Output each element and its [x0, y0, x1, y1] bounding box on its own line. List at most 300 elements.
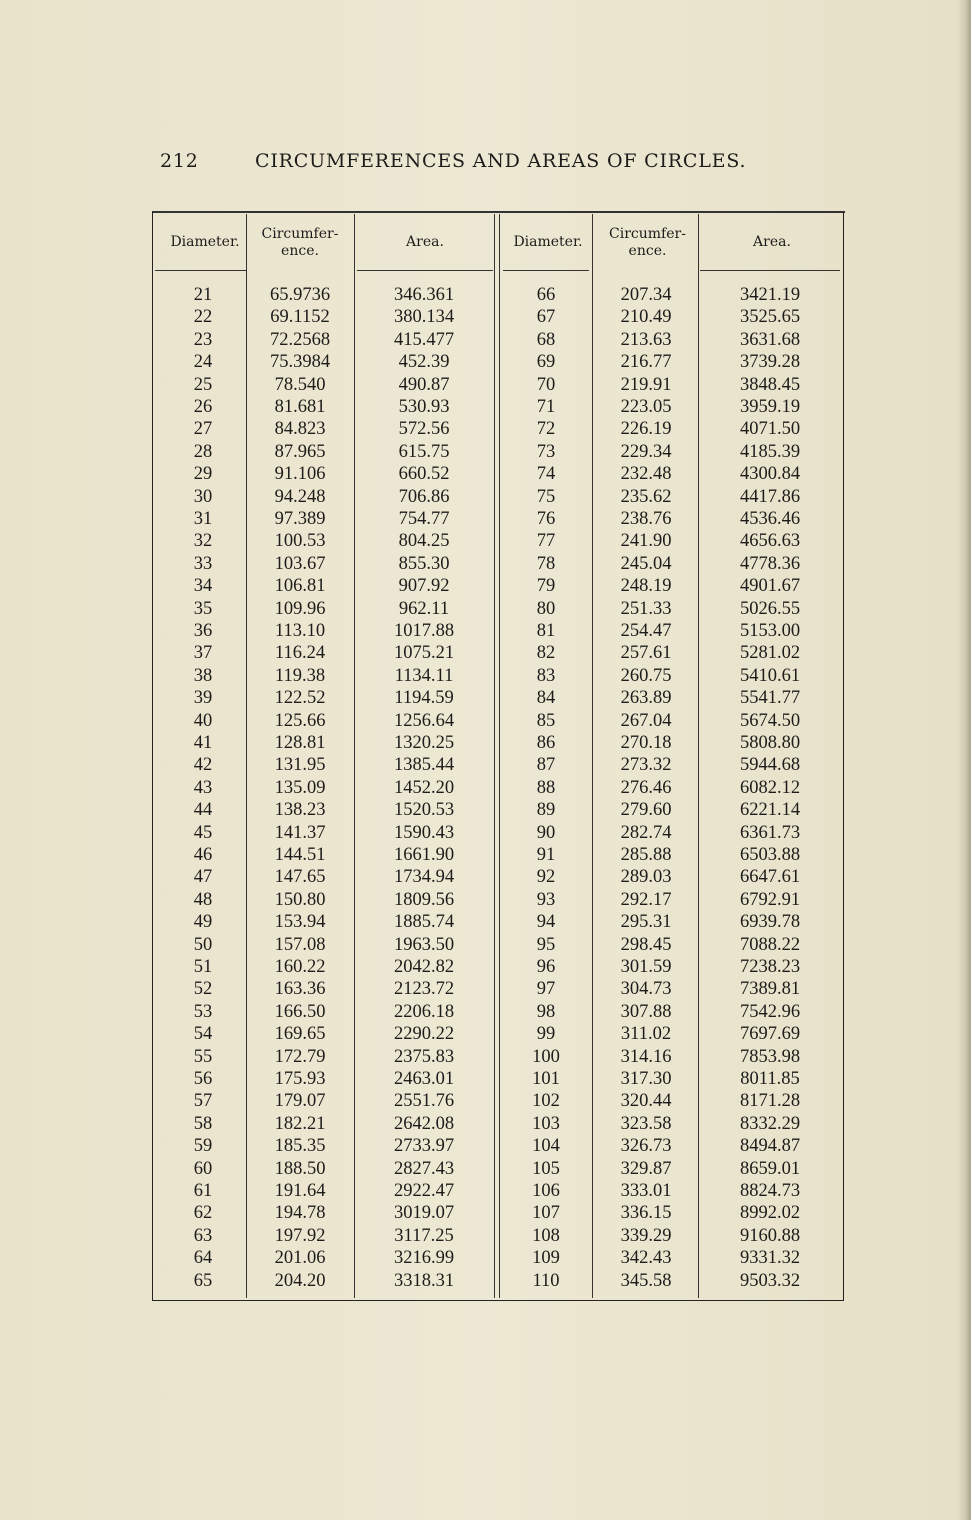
- table-row: [0, 1247, 971, 1270]
- cell-area-right: 8824.73: [739, 1181, 801, 1201]
- cell-area-right: 5281.02: [739, 643, 801, 664]
- cell-diameter-left: 37: [193, 643, 213, 664]
- table-row: [0, 1023, 971, 1046]
- cell-circumference-left: 188.50: [274, 1158, 326, 1179]
- table-row: [0, 777, 971, 800]
- cell-area-right: 8171.28: [739, 1091, 801, 1112]
- cell-circumference-left: 150.80: [274, 889, 326, 910]
- cell-circumference-left: 179.07: [274, 1091, 326, 1112]
- cell-diameter-left: 40: [193, 710, 213, 731]
- cell-diameter-left: 54: [193, 1024, 213, 1045]
- cell-area-right: 5944.68: [739, 755, 801, 776]
- table-row: [0, 1158, 971, 1181]
- cell-area-left: 706.86: [398, 486, 450, 507]
- cell-area-left: 1017.88: [393, 621, 455, 641]
- cell-diameter-right: 97: [536, 979, 556, 1000]
- cell-circumference-left: 175.93: [274, 1069, 326, 1089]
- cell-circumference-left: 69.1152: [270, 307, 330, 328]
- cell-diameter-left: 51: [193, 957, 213, 977]
- cell-diameter-left: 55: [193, 1046, 213, 1067]
- cell-diameter-right: 81: [536, 621, 556, 641]
- table-row: [0, 1135, 971, 1158]
- cell-circumference-right: 282.74: [620, 822, 672, 843]
- cell-diameter-right: 72: [536, 419, 556, 440]
- cell-area-right: 6082.12: [739, 777, 801, 798]
- cell-diameter-left: 39: [193, 688, 213, 709]
- cell-circumference-right: 279.60: [620, 800, 672, 821]
- cell-circumference-right: 270.18: [620, 733, 672, 753]
- cell-area-left: 2551.76: [393, 1091, 455, 1112]
- col-header-area-left: Area.: [406, 234, 444, 250]
- cell-area-right: 7697.69: [739, 1024, 801, 1045]
- cell-area-right: 4901.67: [739, 576, 801, 597]
- cell-circumference-right: 263.89: [620, 688, 672, 709]
- cell-diameter-right: 75: [536, 486, 556, 507]
- cell-circumference-left: 91.106: [274, 464, 326, 485]
- table-row: [0, 710, 971, 733]
- cell-diameter-left: 23: [193, 329, 213, 350]
- cell-circumference-left: 147.65: [274, 867, 326, 888]
- cell-area-left: 1734.94: [393, 867, 455, 888]
- header-rule: [357, 270, 493, 271]
- cell-diameter-right: 95: [536, 934, 556, 955]
- cell-area-right: 8494.87: [739, 1136, 801, 1157]
- cell-area-right: 6361.73: [739, 822, 801, 843]
- cell-circumference-left: 166.50: [274, 1001, 326, 1022]
- cell-diameter-left: 26: [193, 397, 213, 417]
- cell-circumference-right: 317.30: [620, 1069, 672, 1089]
- table-row: [0, 844, 971, 867]
- cell-area-left: 2733.97: [393, 1136, 455, 1157]
- cell-diameter-right: 102: [532, 1091, 560, 1112]
- cell-area-left: 1452.20: [393, 777, 455, 798]
- cell-circumference-left: 125.66: [274, 710, 326, 731]
- cell-diameter-left: 38: [193, 665, 213, 686]
- cell-area-left: 452.39: [398, 352, 450, 373]
- cell-area-right: 4185.39: [739, 441, 801, 462]
- table-row: [0, 553, 971, 576]
- cell-diameter-left: 52: [193, 979, 213, 1000]
- cell-circumference-left: 65.9736: [269, 285, 331, 305]
- cell-circumference-left: 141.37: [274, 822, 326, 843]
- table-row: [0, 418, 971, 441]
- cell-diameter-right: 90: [536, 822, 556, 843]
- table-row: [0, 575, 971, 598]
- cell-area-right: 6647.61: [739, 867, 801, 888]
- table-row: [0, 620, 971, 643]
- cell-area-right: 6792.91: [739, 889, 801, 910]
- cell-area-left: 2827.43: [393, 1158, 455, 1179]
- table-row: [0, 284, 971, 307]
- cell-diameter-left: 64: [193, 1248, 213, 1269]
- cell-area-right: 3421.19: [739, 285, 801, 305]
- table-row: [0, 1090, 971, 1113]
- cell-area-right: 5674.50: [739, 710, 801, 731]
- cell-area-left: 1385.44: [393, 755, 455, 776]
- cell-diameter-left: 32: [193, 531, 213, 552]
- cell-diameter-right: 79: [536, 576, 556, 597]
- cell-diameter-right: 80: [536, 598, 556, 619]
- cell-diameter-right: 87: [536, 755, 556, 776]
- cell-diameter-left: 28: [193, 441, 213, 462]
- cell-diameter-left: 59: [193, 1136, 213, 1157]
- cell-diameter-right: 101: [532, 1069, 560, 1089]
- table-row: [0, 665, 971, 688]
- cell-diameter-right: 94: [536, 912, 556, 933]
- cell-area-right: 3959.19: [739, 397, 801, 417]
- col-header-circumference-right-text: Circumfer- ence.: [609, 226, 686, 259]
- header-rule: [700, 270, 840, 271]
- cell-circumference-right: 301.59: [620, 957, 672, 977]
- cell-area-right: 3848.45: [739, 374, 801, 395]
- cell-circumference-left: 204.20: [274, 1270, 326, 1291]
- table-row: [0, 1180, 971, 1203]
- cell-area-left: 754.77: [398, 509, 450, 529]
- cell-area-right: 6939.78: [739, 912, 801, 933]
- cell-area-right: 5153.00: [739, 621, 801, 641]
- cell-circumference-right: 304.73: [620, 979, 672, 1000]
- page-number: 212: [160, 150, 199, 172]
- cell-area-left: 2042.82: [393, 957, 455, 977]
- cell-diameter-left: 43: [193, 777, 213, 798]
- cell-circumference-left: 194.78: [274, 1203, 326, 1224]
- cell-diameter-right: 96: [536, 957, 556, 977]
- cell-circumference-left: 172.79: [274, 1046, 326, 1067]
- cell-circumference-left: 81.681: [274, 397, 326, 417]
- cell-area-right: 9331.32: [739, 1248, 801, 1269]
- cell-diameter-right: 98: [536, 1001, 556, 1022]
- cell-diameter-right: 84: [536, 688, 556, 709]
- cell-circumference-left: 138.23: [274, 800, 326, 821]
- cell-diameter-left: 45: [193, 822, 213, 843]
- table-row: [0, 687, 971, 710]
- cell-diameter-right: 100: [532, 1046, 560, 1067]
- cell-circumference-right: 285.88: [620, 845, 672, 865]
- table-row: [0, 351, 971, 374]
- cell-area-right: 5541.77: [739, 688, 801, 709]
- cell-area-left: 1520.53: [393, 800, 455, 821]
- cell-diameter-right: 78: [536, 553, 556, 574]
- cell-diameter-right: 74: [536, 464, 556, 485]
- cell-area-left: 2206.18: [393, 1001, 455, 1022]
- cell-diameter-left: 29: [193, 464, 213, 485]
- cell-circumference-right: 273.32: [620, 755, 672, 776]
- cell-diameter-right: 85: [536, 710, 556, 731]
- cell-area-left: 415.477: [393, 329, 455, 350]
- cell-circumference-left: 169.65: [274, 1024, 326, 1045]
- cell-area-left: 530.93: [398, 397, 450, 417]
- cell-circumference-left: 75.3984: [269, 352, 331, 373]
- cell-circumference-right: 254.47: [620, 621, 672, 641]
- cell-circumference-left: 119.38: [274, 665, 326, 686]
- cell-circumference-right: 292.17: [620, 889, 672, 910]
- cell-area-left: 490.87: [398, 374, 450, 395]
- cell-diameter-left: 49: [193, 912, 213, 933]
- cell-area-left: 962.11: [398, 598, 450, 619]
- cell-circumference-left: 144.51: [274, 845, 326, 865]
- table-row: [0, 374, 971, 397]
- cell-circumference-right: 260.75: [620, 665, 672, 686]
- cell-area-right: 4300.84: [739, 464, 801, 485]
- table-row: [0, 642, 971, 665]
- cell-area-left: 346.361: [393, 285, 455, 305]
- cell-area-left: 2642.08: [393, 1113, 455, 1134]
- cell-area-left: 1256.64: [393, 710, 455, 731]
- cell-area-left: 2922.47: [393, 1181, 455, 1201]
- cell-diameter-left: 42: [193, 755, 213, 776]
- cell-area-left: 907.92: [398, 576, 450, 597]
- cell-diameter-right: 104: [532, 1136, 560, 1157]
- table-row: [0, 934, 971, 957]
- cell-circumference-left: 103.67: [274, 553, 326, 574]
- table-row: [0, 889, 971, 912]
- cell-circumference-right: 339.29: [620, 1225, 672, 1246]
- cell-circumference-right: 311.02: [620, 1024, 672, 1045]
- cell-diameter-right: 103: [532, 1113, 560, 1134]
- cell-circumference-left: 201.06: [274, 1248, 326, 1269]
- table-row: [0, 1270, 971, 1293]
- cell-circumference-right: 210.49: [620, 307, 672, 328]
- cell-area-left: 1809.56: [393, 889, 455, 910]
- table-row: [0, 799, 971, 822]
- cell-circumference-left: 182.21: [274, 1113, 326, 1134]
- cell-area-right: 5808.80: [739, 733, 801, 753]
- cell-area-right: 7238.23: [739, 957, 801, 977]
- cell-circumference-right: 245.04: [620, 553, 672, 574]
- cell-diameter-left: 50: [193, 934, 213, 955]
- cell-diameter-left: 60: [193, 1158, 213, 1179]
- cell-circumference-right: 295.31: [620, 912, 672, 933]
- cell-diameter-left: 41: [193, 733, 213, 753]
- cell-circumference-left: 131.95: [274, 755, 326, 776]
- col-header-circumference-left: [250, 226, 350, 260]
- cell-circumference-left: 109.96: [274, 598, 326, 619]
- page-title: CIRCUMFERENCES AND AREAS OF CIRCLES.: [255, 150, 747, 172]
- table-row: [0, 598, 971, 621]
- cell-diameter-left: 62: [193, 1203, 213, 1224]
- cell-diameter-left: 57: [193, 1091, 213, 1112]
- cell-area-right: 4536.46: [739, 509, 801, 529]
- table-row: [0, 486, 971, 509]
- cell-circumference-left: 128.81: [274, 733, 326, 753]
- table-row: [0, 508, 971, 531]
- cell-diameter-right: 73: [536, 441, 556, 462]
- cell-area-right: 8011.85: [740, 1069, 800, 1089]
- cell-area-left: 1194.59: [394, 688, 454, 709]
- page-header: [160, 150, 800, 176]
- cell-diameter-right: 107: [532, 1203, 560, 1224]
- cell-area-left: 3019.07: [393, 1203, 455, 1224]
- cell-diameter-left: 25: [193, 374, 213, 395]
- cell-diameter-left: 63: [193, 1225, 213, 1246]
- cell-circumference-right: 289.03: [620, 867, 672, 888]
- cell-circumference-right: 251.33: [620, 598, 672, 619]
- cell-area-right: 7542.96: [739, 1001, 801, 1022]
- cell-circumference-right: 345.58: [620, 1270, 672, 1291]
- cell-diameter-left: 61: [193, 1181, 213, 1201]
- cell-diameter-left: 34: [193, 576, 213, 597]
- cell-diameter-right: 88: [536, 777, 556, 798]
- cell-area-right: 8332.29: [739, 1113, 801, 1134]
- table-row: [0, 956, 971, 979]
- header-rule: [503, 270, 589, 271]
- cell-circumference-left: 191.64: [274, 1181, 326, 1201]
- cell-circumference-left: 135.09: [274, 777, 326, 798]
- cell-circumference-right: 223.05: [620, 397, 672, 417]
- table-row: [0, 530, 971, 553]
- cell-area-left: 1661.90: [393, 845, 455, 865]
- cell-area-right: 8992.02: [739, 1203, 801, 1224]
- cell-diameter-left: 47: [193, 867, 213, 888]
- cell-circumference-left: 94.248: [274, 486, 326, 507]
- cell-diameter-right: 82: [536, 643, 556, 664]
- cell-diameter-right: 106: [532, 1181, 560, 1201]
- cell-area-left: 380.134: [393, 307, 455, 328]
- cell-diameter-right: 110: [532, 1270, 560, 1291]
- cell-circumference-right: 241.90: [620, 531, 672, 552]
- cell-diameter-left: 65: [193, 1270, 213, 1291]
- cell-diameter-left: 56: [193, 1069, 213, 1089]
- cell-diameter-right: 76: [536, 509, 556, 529]
- cell-area-right: 7853.98: [739, 1046, 801, 1067]
- cell-circumference-right: 235.62: [620, 486, 672, 507]
- cell-area-right: 4071.50: [739, 419, 801, 440]
- cell-diameter-right: 105: [532, 1158, 560, 1179]
- cell-circumference-left: 78.540: [274, 374, 326, 395]
- cell-area-right: 4778.36: [739, 553, 801, 574]
- cell-area-left: 3216.99: [393, 1248, 455, 1269]
- cell-circumference-right: 323.58: [620, 1113, 672, 1134]
- cell-area-right: 9503.32: [739, 1270, 801, 1291]
- table-row: [0, 463, 971, 486]
- cell-circumference-right: 329.87: [620, 1158, 672, 1179]
- cell-circumference-right: 276.46: [620, 777, 672, 798]
- cell-diameter-left: 44: [193, 800, 213, 821]
- cell-diameter-right: 71: [536, 397, 556, 417]
- cell-area-left: 572.56: [398, 419, 450, 440]
- table-row: [0, 754, 971, 777]
- cell-circumference-left: 87.965: [274, 441, 326, 462]
- cell-circumference-left: 160.22: [274, 957, 326, 977]
- cell-diameter-right: 69: [536, 352, 556, 373]
- cell-diameter-left: 33: [193, 553, 213, 574]
- cell-circumference-right: 207.34: [620, 285, 672, 305]
- cell-area-left: 2123.72: [393, 979, 455, 1000]
- cell-diameter-left: 46: [193, 845, 213, 865]
- cell-diameter-left: 27: [193, 419, 213, 440]
- cell-area-left: 1885.74: [393, 912, 455, 933]
- cell-circumference-left: 153.94: [274, 912, 326, 933]
- cell-circumference-right: 333.01: [620, 1181, 672, 1201]
- table-row: [0, 1068, 971, 1091]
- cell-area-right: 3739.28: [739, 352, 801, 373]
- cell-circumference-left: 72.2568: [269, 329, 331, 350]
- cell-diameter-right: 77: [536, 531, 556, 552]
- cell-area-left: 2463.01: [393, 1069, 455, 1089]
- cell-area-left: 3117.25: [394, 1225, 454, 1246]
- cell-area-right: 6503.88: [739, 845, 801, 865]
- cell-circumference-left: 84.823: [274, 419, 326, 440]
- col-header-area-right: Area.: [753, 234, 791, 250]
- header-rule: [155, 270, 247, 271]
- cell-area-left: 2290.22: [393, 1024, 455, 1045]
- cell-diameter-left: 24: [193, 352, 213, 373]
- cell-area-right: 9160.88: [739, 1225, 801, 1246]
- cell-area-left: 1134.11: [394, 665, 454, 686]
- cell-circumference-left: 157.08: [274, 934, 326, 955]
- cell-circumference-right: 213.63: [620, 329, 672, 350]
- cell-area-right: 7088.22: [739, 934, 801, 955]
- cell-circumference-left: 185.35: [274, 1136, 326, 1157]
- cell-circumference-right: 307.88: [620, 1001, 672, 1022]
- table-row: [0, 1202, 971, 1225]
- table-row: [0, 866, 971, 889]
- table-row: [0, 1001, 971, 1024]
- table-row: [0, 822, 971, 845]
- cell-circumference-left: 122.52: [274, 688, 326, 709]
- table-row: [0, 911, 971, 934]
- cell-diameter-left: 30: [193, 486, 213, 507]
- table-row: [0, 441, 971, 464]
- cell-diameter-right: 67: [536, 307, 556, 328]
- cell-diameter-right: 83: [536, 665, 556, 686]
- table-row: [0, 1225, 971, 1248]
- cell-diameter-right: 92: [536, 867, 556, 888]
- table-row: [0, 732, 971, 755]
- cell-circumference-left: 97.389: [274, 509, 326, 529]
- cell-diameter-left: 53: [193, 1001, 213, 1022]
- table-row: [0, 1113, 971, 1136]
- table-row: [0, 306, 971, 329]
- cell-circumference-left: 163.36: [274, 979, 326, 1000]
- cell-area-left: 1320.25: [393, 733, 455, 753]
- cell-diameter-left: 35: [193, 598, 213, 619]
- cell-area-left: 1963.50: [393, 934, 455, 955]
- cell-diameter-left: 31: [193, 509, 213, 529]
- cell-circumference-right: 326.73: [620, 1136, 672, 1157]
- cell-circumference-right: 342.43: [620, 1248, 672, 1269]
- cell-circumference-right: 232.48: [620, 464, 672, 485]
- cell-area-right: 8659.01: [739, 1158, 801, 1179]
- cell-diameter-right: 108: [532, 1225, 560, 1246]
- cell-circumference-left: 113.10: [274, 621, 326, 641]
- cell-diameter-right: 109: [532, 1248, 560, 1269]
- cell-diameter-left: 58: [193, 1113, 213, 1134]
- cell-circumference-right: 226.19: [620, 419, 672, 440]
- cell-circumference-right: 229.34: [620, 441, 672, 462]
- cell-circumference-right: 336.15: [620, 1203, 672, 1224]
- col-header-diameter-right: Diameter.: [513, 234, 583, 250]
- cell-diameter-right: 86: [536, 733, 556, 753]
- cell-circumference-right: 248.19: [620, 576, 672, 597]
- cell-diameter-right: 68: [536, 329, 556, 350]
- cell-diameter-left: 21: [193, 285, 213, 305]
- cell-area-left: 1075.21: [393, 643, 455, 664]
- cell-circumference-right: 257.61: [620, 643, 672, 664]
- table-row: [0, 329, 971, 352]
- cell-area-right: 3631.68: [739, 329, 801, 350]
- cell-diameter-right: 91: [536, 845, 556, 865]
- cell-circumference-right: 216.77: [620, 352, 672, 373]
- cell-diameter-right: 99: [536, 1024, 556, 1045]
- cell-circumference-left: 197.92: [274, 1225, 326, 1246]
- cell-circumference-right: 314.16: [620, 1046, 672, 1067]
- table-row: [0, 978, 971, 1001]
- cell-diameter-right: 66: [536, 285, 556, 305]
- cell-area-right: 5026.55: [739, 598, 801, 619]
- cell-area-right: 6221.14: [739, 800, 801, 821]
- col-header-circumference-left-text: Circumfer- ence.: [261, 226, 339, 259]
